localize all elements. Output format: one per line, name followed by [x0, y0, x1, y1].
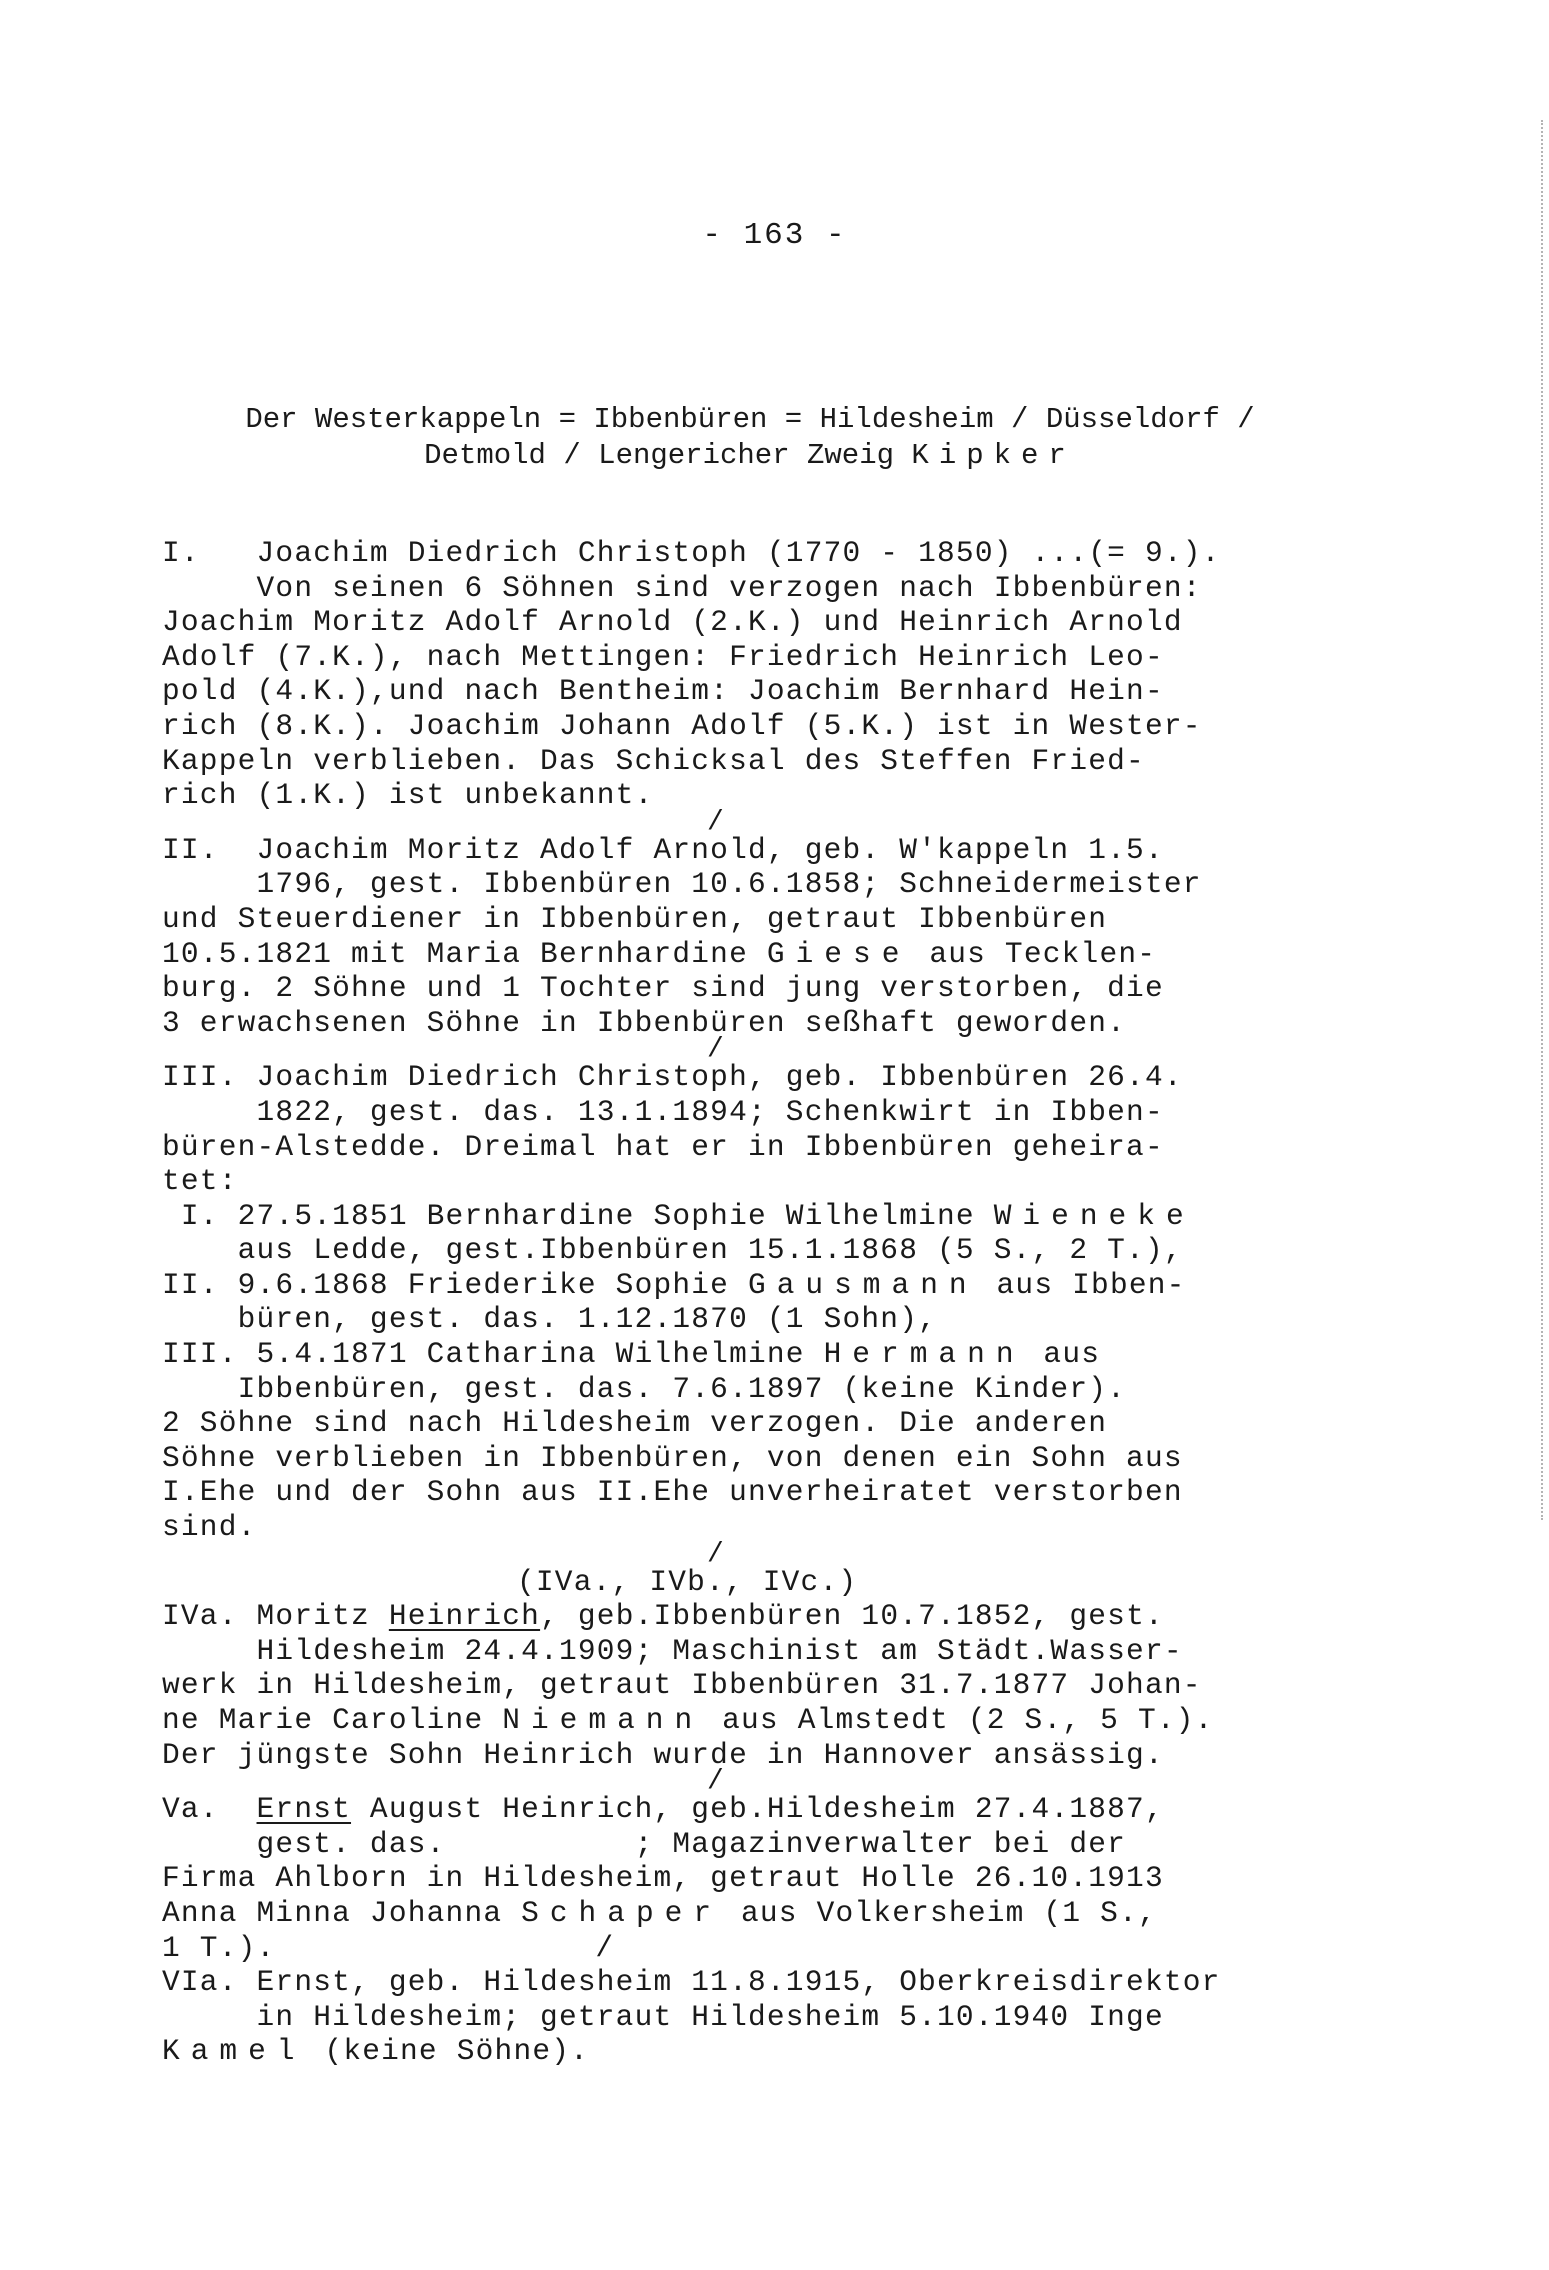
- entry-I: [162, 536, 1342, 813]
- marriage-3-line: Ibbenbüren, gest. das. 7.6.1897 (keine Kinder).: [162, 1371, 1127, 1406]
- entry-IVa-line: Der jüngste Sohn Heinrich wurde in Hannover ansässig.: [162, 1737, 1164, 1772]
- entry-IVa-line: [162, 1599, 1342, 1634]
- section-title: [160, 402, 1340, 474]
- entry-IVa: [162, 1599, 1342, 1772]
- entry-VIa-text: (keine Söhne).: [305, 2034, 590, 2069]
- entry-II-line: II. Joachim Moritz Adolf Arnold, geb. W'kappeln 1.5.: [162, 832, 1164, 867]
- surname-niemann: Niemann: [502, 1703, 704, 1737]
- entry-Va-line: [162, 1931, 1342, 1966]
- entry-II-line: 3 erwachsenen Söhne in Ibbenbüren seßhaft geworden.: [162, 1005, 1127, 1040]
- descent-slash: /: [707, 806, 726, 838]
- entry-IVa-text: , geb.Ibbenbüren 10.7.1852, gest.: [540, 1599, 1164, 1634]
- entry-Va-line: [162, 1896, 1342, 1931]
- entry-Va-text: Anna Minna Johanna: [162, 1895, 522, 1930]
- family-name: Kipker: [911, 439, 1076, 472]
- entry-I-line: rich (8.K.). Joachim Johann Adolf (5.K.) ist in Wester-: [162, 708, 1202, 743]
- entry-I-line: pold (4.K.),und nach Bentheim: Joachim Bernhard Hein-: [162, 674, 1164, 709]
- descent-slash: /: [707, 1766, 726, 1798]
- descent-slash: /: [707, 1538, 726, 1570]
- entry-IVa-line: werk in Hildesheim, getraut Ibbenbüren 31.7.1877 Johan-: [162, 1668, 1202, 1703]
- entry-IVa-text: IVa. Moritz: [162, 1599, 389, 1634]
- marriage-1-line: [162, 1199, 1342, 1234]
- surname-hermann: Hermann: [823, 1337, 1025, 1372]
- surname-wieneke: Wieneke: [993, 1198, 1195, 1233]
- scan-edge-artifact: [1539, 120, 1543, 1520]
- descent-connector: [162, 806, 1342, 838]
- entry-IVa-text: aus Almstedt (2 S., 5 T.).: [703, 1703, 1214, 1737]
- marriage-2-line: [162, 1268, 1342, 1303]
- descent-connector: [162, 1538, 1342, 1570]
- entry-I-line: Joachim Moritz Adolf Arnold (2.K.) und Heinrich Arnold: [162, 605, 1183, 640]
- entry-Va-line: Firma Ahlborn in Hildesheim, getraut Holle 26.10.1913: [162, 1861, 1164, 1896]
- title-line-2-text: Detmold / Lengericher Zweig: [424, 439, 912, 472]
- entry-II-text: 10.5.1821 mit Maria Bernhardine: [162, 936, 767, 971]
- descent-slash: /: [707, 1034, 726, 1066]
- surname-kamel: Kamel: [162, 2034, 306, 2069]
- surname-giese: Giese: [766, 936, 911, 971]
- entry-I-line: I. Joachim Diedrich Christoph (1770 - 1850) ...(= 9.).: [162, 536, 1221, 570]
- entry-II-line: 1796, gest. Ibbenbüren 10.6.1858; Schneidermeister: [162, 867, 1202, 902]
- entry-III: [162, 1060, 1342, 1544]
- entry-I-line: Adolf (7.K.), nach Mettingen: Friedrich Heinrich Leo-: [162, 639, 1164, 674]
- entry-Va-text: August Heinrich, geb.Hildesheim 27.4.1887,: [351, 1792, 1164, 1827]
- entry-VIa-line: [162, 2034, 1342, 2069]
- entry-III-line: 2 Söhne sind nach Hildesheim verzogen. Die anderen: [162, 1406, 1108, 1441]
- entry-IVa-line: Hildesheim 24.4.1909; Maschinist am Städt.Wasser-: [162, 1633, 1183, 1668]
- entry-I-line: rich (1.K.) ist unbekannt.: [162, 778, 654, 813]
- entry-II-text: aus Tecklen-: [910, 936, 1157, 971]
- underlined-name-heinrich: Heinrich: [388, 1599, 541, 1634]
- marriage-3-text: III. 5.4.1871 Catharina Wilhelmine: [162, 1337, 824, 1372]
- marriage-3-text: aus: [1024, 1337, 1101, 1372]
- entry-VIa: [162, 1965, 1342, 2069]
- entry-III-line: Söhne verblieben in Ibbenbüren, von denen ein Sohn aus: [162, 1440, 1183, 1475]
- entry-I-line: Von seinen 6 Söhnen sind verzogen nach Ibbenbüren:: [162, 570, 1202, 605]
- underlined-name-ernst: Ernst: [256, 1792, 352, 1827]
- entry-III-line: büren-Alstedde. Dreimal hat er in Ibbenbüren geheira-: [162, 1129, 1164, 1164]
- entry-III-line: III. Joachim Diedrich Christoph, geb. Ibbenbüren 26.4.: [162, 1060, 1183, 1095]
- entry-Va-text: aus Volkersheim (1 S.,: [722, 1895, 1157, 1930]
- marriage-1-text: I. 27.5.1851 Bernhardine Sophie Wilhelmine: [162, 1198, 994, 1233]
- entry-I-line: Kappeln verblieben. Das Schicksal des Steffen Fried-: [162, 743, 1145, 778]
- marriage-3-line: [162, 1337, 1342, 1372]
- entry-Va-line: [162, 1792, 1342, 1827]
- marriage-2-line: büren, gest. das. 1.12.1870 (1 Sohn),: [162, 1302, 938, 1337]
- branch-list-text: (IVa., IVb., IVc.): [517, 1564, 858, 1599]
- entry-IVa-text: ne Marie Caroline: [162, 1703, 503, 1737]
- branch-list: [162, 1565, 1342, 1600]
- title-line-2: [160, 438, 1340, 474]
- descent-connector: [162, 1034, 1342, 1066]
- entry-VIa-line: VIa. Ernst, geb. Hildesheim 11.8.1915, Oberkreisdirektor: [162, 1965, 1221, 2000]
- page-number: - 163 -: [702, 218, 847, 253]
- marriage-1-line: aus Ledde, gest.Ibbenbüren 15.1.1868 (5 S., 2 T.),: [162, 1233, 1183, 1268]
- entry-III-line: 1822, gest. das. 13.1.1894; Schenkwirt in Ibben-: [162, 1094, 1164, 1129]
- entry-III-line: sind.: [162, 1510, 257, 1545]
- marriage-2-text: II. 9.6.1868 Friederike Sophie: [162, 1267, 748, 1302]
- entry-Va-line: gest. das. ; Magazinverwalter bei der: [162, 1826, 1127, 1861]
- entry-Va-text: Va.: [162, 1792, 257, 1827]
- descent-connector: [162, 1766, 1342, 1798]
- entry-II-line: und Steuerdiener in Ibbenbüren, getraut Ibbenbüren: [162, 901, 1108, 936]
- entry-VIa-line: in Hildesheim; getraut Hildesheim 5.10.1940 Inge: [162, 1999, 1164, 2034]
- surname-gausmann: Gausmann: [748, 1267, 978, 1302]
- entry-III-line: I.Ehe und der Sohn aus II.Ehe unverheiratet verstorben: [162, 1475, 1183, 1510]
- descent-slash: /: [595, 1930, 615, 1965]
- entry-II: [162, 833, 1342, 1041]
- genealogy-text: [162, 536, 1342, 2069]
- entry-II-line: [162, 937, 1342, 972]
- entry-Va: [162, 1792, 1342, 1965]
- entry-II-line: burg. 2 Söhne und 1 Tochter sind jung verstorben, die: [162, 971, 1164, 1006]
- surname-schaper: Schaper: [521, 1895, 723, 1930]
- entry-IVa-line: [162, 1703, 1342, 1738]
- marriage-2-text: aus Ibben-: [977, 1267, 1186, 1302]
- entry-Va-text: 1 T.).: [162, 1930, 276, 1965]
- entry-III-line: tet:: [162, 1164, 238, 1199]
- title-line-1: Der Westerkappeln = Ibbenbüren = Hildesheim / Düsseldorf /: [245, 403, 1255, 436]
